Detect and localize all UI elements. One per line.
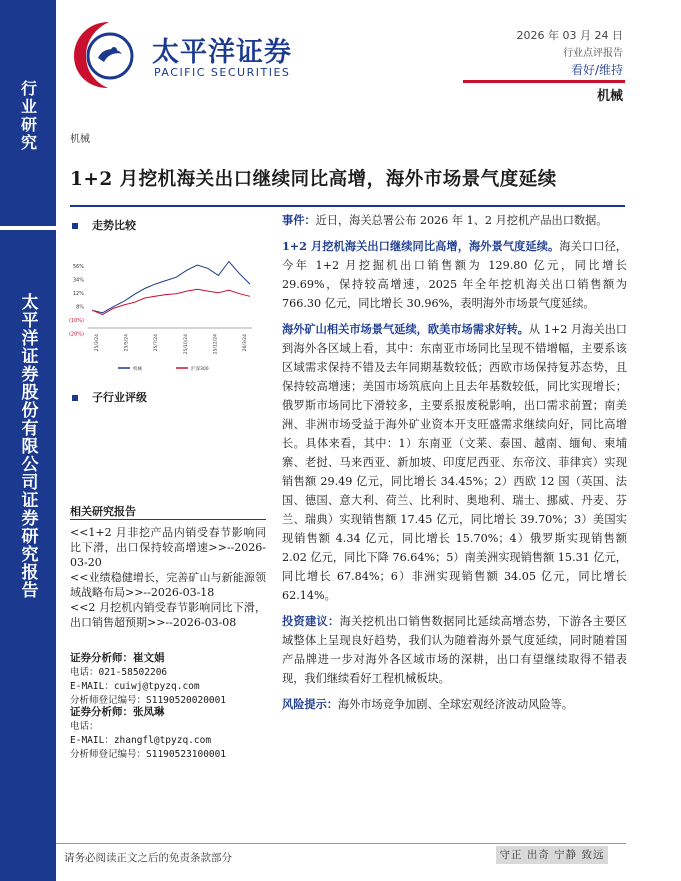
square-bullet-icon xyxy=(72,395,78,401)
trend-section-heading xyxy=(72,217,136,233)
region-lead: 海外矿山相关市场景气延续，欧美市场需求好转。 xyxy=(282,322,529,336)
sub-rating-heading-text: 子行业评级 xyxy=(92,391,147,404)
logo-name-cn: 太平洋证券 xyxy=(152,37,292,68)
sub-rating-section-heading xyxy=(72,389,147,405)
y-tick-label: (20%) xyxy=(68,331,84,338)
export-lead: 1+2 月挖机海关出口继续同比高增，海外景气度延续。 xyxy=(282,239,560,253)
footer-disclaimer: 请务必阅读正文之后的免责条款部分 xyxy=(64,852,232,864)
rating-badge: 看好/维持 xyxy=(570,63,623,77)
analyst-card xyxy=(70,705,266,762)
left-sidebar xyxy=(0,0,56,881)
x-tick-label: 25/10/24 xyxy=(183,334,189,355)
breadcrumb: 机械 xyxy=(70,134,90,145)
report-body xyxy=(282,211,627,721)
report-type: 行业点评报告 xyxy=(563,48,623,59)
analyst-role-line xyxy=(70,651,266,666)
x-tick-label: 26/3/24 xyxy=(243,334,248,352)
event-text: 近日，海关总署公布 2026 年 1、2 月挖机产品出口数据。 xyxy=(315,214,608,227)
y-tick-label: 12% xyxy=(72,291,84,297)
sidebar-divider xyxy=(0,226,56,230)
sector-label: 机械 xyxy=(596,89,623,104)
investment-lead: 投资建议： xyxy=(282,614,340,628)
analyst-cert: 分析师登记编号：S1190523100001 xyxy=(70,749,227,760)
related-report-item[interactable]: <<2 月挖机内销受春节影响同比下滑，出口销售超预期>>--2026-03-08 xyxy=(70,601,266,629)
x-tick-label: 25/7/24 xyxy=(154,334,160,352)
analyst-role: 证券分析师： xyxy=(70,706,133,718)
related-reports-list xyxy=(70,525,266,630)
series-line xyxy=(92,262,250,313)
risk-text: 海外市场竞争加剧、全球宏观经济波动风险等。 xyxy=(337,698,573,711)
investment-text: 海关挖机出口销售数据同比延续高增态势，下游各主要区域整体上呈现良好趋势，我们认为随着海外景气度延续，同时随着国产品牌进一步对海外各区域市场的深耕，出口有望继续取得不错表现，我们继续看好工程机械板块。 xyxy=(282,615,627,685)
header-red-rule xyxy=(463,80,625,83)
analyst-role: 证券分析师： xyxy=(70,652,133,664)
analyst-email[interactable]: E-MAIL：zhangfl@tpyzq.com xyxy=(70,735,212,746)
logo-name-en: PACIFIC SECURITIES xyxy=(154,66,291,79)
analyst-phone: 电话：021-58502206 xyxy=(70,667,168,678)
company-logo xyxy=(70,18,310,90)
x-tick-label: 25/5/24 xyxy=(124,334,130,352)
trend-heading-text: 走势比较 xyxy=(92,219,136,232)
legend-label: 机械 xyxy=(133,367,142,372)
region-text: 从 1+2 月海关出口到海外各区域上看，其中：东南亚市场同比呈现不错增幅，主要系该区域需求保持不错及去年同期基数较低；西欧市场保持复苏态势，且保持较高增速；美国市场筑底向上且去年基数较低，同比实现增长；俄罗斯市场同比下滑较多，主要系报废税影响，出口需求前置；南美洲、非洲市场受益于海外矿业资本开支旺盛需求继续向好，同比高增长。具体来看，其中：1）东南亚（文莱、泰国、越南、缅甸、柬埔寨、老挝、马来西亚、新加坡、印度尼西亚、东帝汶、菲律宾）实现销售额 29.49 亿元，同比增长 34.45%；2）西欧 12 国（英国、法国、德国、意大利、荷兰、比利时、奥地利、瑞士、挪威、丹麦、芬兰、瑞典）实现销售额 17.45 亿元，同比增长 39.70%；3）美国实现销售额 4.34 亿元，同比增长 15.70%；4）俄罗斯实现销售额 2.02 亿元，同比下降 76.64%；5）南美洲实现销售额 15.31 亿元，同比增长 67.84%；6）非洲实现销售额 34.05 亿元，同比增长 62.14%。 xyxy=(282,323,627,602)
title-rule xyxy=(70,205,625,207)
y-tick-label: 56% xyxy=(72,264,84,270)
sidebar-bottom-label: 太平洋证券股份有限公司证券研究报告 xyxy=(17,293,38,599)
related-reports-heading: 相关研究报告 xyxy=(70,505,136,518)
y-tick-label: 34% xyxy=(72,277,84,284)
trend-chart-svg xyxy=(66,250,256,376)
event-paragraph xyxy=(282,211,627,230)
analyst-phone: 电话： xyxy=(70,721,99,732)
x-tick-label: 25/3/24 xyxy=(95,334,100,352)
legend-label: 沪深300 xyxy=(191,367,209,372)
analyst-name: 张凤琳 xyxy=(133,706,165,718)
square-bullet-icon xyxy=(72,223,78,229)
risk-paragraph xyxy=(282,695,627,714)
analyst-role-line xyxy=(70,705,266,720)
report-date: 2026 年 03 月 24 日 xyxy=(516,29,623,42)
related-reports-rule xyxy=(70,519,266,520)
y-tick-label: 8% xyxy=(76,304,84,311)
y-tick-label: (10%) xyxy=(68,318,84,324)
analyst-email[interactable]: E-MAIL：cuiwj@tpyzq.com xyxy=(70,681,200,692)
event-lead: 事件： xyxy=(282,213,316,227)
footer-rule xyxy=(56,843,626,844)
investment-paragraph xyxy=(282,612,627,688)
series-line xyxy=(92,289,250,314)
logo-emblem-icon xyxy=(70,18,148,90)
x-tick-label: 25/12/24 xyxy=(213,334,219,355)
risk-lead: 风险提示： xyxy=(282,697,338,711)
region-paragraph xyxy=(282,320,627,605)
analyst-cert: 分析师登记编号：S1190520020001 xyxy=(70,695,227,706)
footer-motto: 守正 出奇 宁静 致远 xyxy=(496,846,608,864)
analyst-name: 崔文娟 xyxy=(133,652,165,664)
export-paragraph xyxy=(282,237,627,313)
export-text: 海关口口径，今年 1+2 月挖掘机出口销售额为 129.80 亿元，同比增长 29.69%，保持较高增速，2025 年全年挖机海关出口销售额为 766.30 亿元，同比增长 30.96%，表明海外市场景气度延续。 xyxy=(282,240,627,310)
trend-chart xyxy=(66,250,256,376)
related-report-item[interactable]: <<1+2 月非挖产品内销受春节影响同比下滑，出口保持较高增速>>--2026-03-20 xyxy=(70,526,266,569)
sidebar-top-label: 行业研究 xyxy=(18,80,38,152)
analyst-card xyxy=(70,651,266,708)
page-title: 1+2 月挖机海关出口继续同比高增，海外市场景气度延续 xyxy=(70,169,557,190)
related-report-item[interactable]: <<业绩稳健增长，完善矿山与新能源领域战略布局>>--2026-03-18 xyxy=(70,571,266,599)
